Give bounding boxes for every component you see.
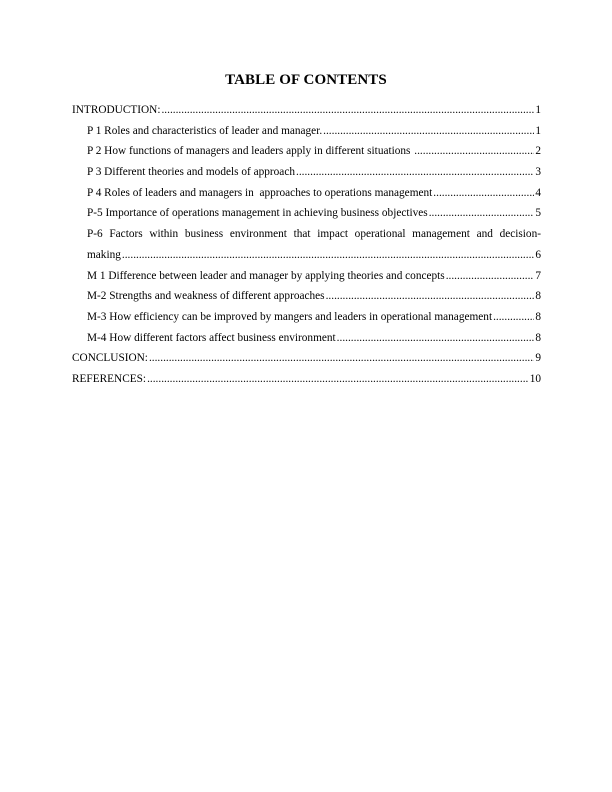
toc-page-number: 3 [535,166,541,179]
dot-leader [323,121,534,142]
toc-page-number: 2 [535,145,541,158]
table-of-contents [72,100,541,390]
toc-page-number: 6 [535,248,541,261]
toc-entry-text: M-3 How efficiency can be improved by mangers and leaders in operational management [87,310,493,323]
toc-entry-p5[interactable] [72,203,541,224]
toc-page-number: 1 [535,104,541,116]
dot-leader [161,100,534,121]
toc-entry-text: REFERENCES: [72,372,147,385]
dot-leader [414,141,534,162]
toc-page-number: 1 [535,124,541,137]
toc-entry-text: P 1 Roles and characteristics of leader and manager. [87,124,323,137]
toc-entry-p3[interactable] [72,162,541,183]
dot-leader [122,245,534,266]
toc-entry-p4[interactable] [72,183,541,204]
dot-leader [429,203,535,224]
dot-leader [147,369,529,390]
dot-leader [446,266,535,287]
toc-entry-text: P 2 How functions of managers and leaders apply in different situations [87,145,414,158]
dot-leader [493,307,534,328]
toc-entry-m1[interactable] [72,266,541,287]
toc-entry-text: P-6 Factors within business environment that impact operational management and decision- [87,228,541,241]
toc-page-number: 10 [529,372,541,385]
toc-entry-text: CONCLUSION: [72,352,148,365]
dot-leader [326,286,535,307]
dot-leader [433,183,534,204]
toc-page-number: 8 [535,310,541,323]
toc-title: TABLE OF CONTENTS [225,72,387,88]
toc-entry-p6-line2[interactable] [72,245,541,266]
toc-entry-text: making [87,248,121,261]
toc-entry-m3[interactable] [72,307,541,328]
toc-entry-conclusion[interactable] [72,348,541,369]
toc-entry-text: P-5 Importance of operations management in achieving business objectives [87,207,428,220]
toc-entry-text: M-2 Strengths and weakness of different approaches [87,290,325,303]
toc-page-number: 9 [535,352,541,365]
toc-entry-text: INTRODUCTION: [72,104,161,116]
toc-entry-text: M-4 How different factors affect business environment [87,331,336,344]
dot-leader [337,328,535,349]
toc-entry-p1[interactable] [72,121,541,142]
toc-page-number: 4 [535,186,541,199]
toc-entry-references[interactable] [72,369,541,390]
toc-entry-introduction[interactable] [72,100,541,121]
dot-leader [296,162,534,183]
toc-page-number: 8 [535,331,541,344]
dot-leader [149,348,534,369]
toc-entry-p2[interactable] [72,141,541,162]
toc-entry-p6-line1[interactable] [72,224,541,245]
toc-entry-text: M 1 Difference between leader and manager by applying theories and concepts [87,269,445,282]
toc-page-number: 5 [535,207,541,220]
toc-entry-text: P 4 Roles of leaders and managers in approaches to operations management [87,186,433,199]
toc-entry-m2[interactable] [72,286,541,307]
toc-page-number: 7 [535,269,541,282]
toc-page-number: 8 [535,290,541,303]
toc-entry-text: P 3 Different theories and models of approach [87,166,295,179]
toc-entry-m4[interactable] [72,328,541,349]
